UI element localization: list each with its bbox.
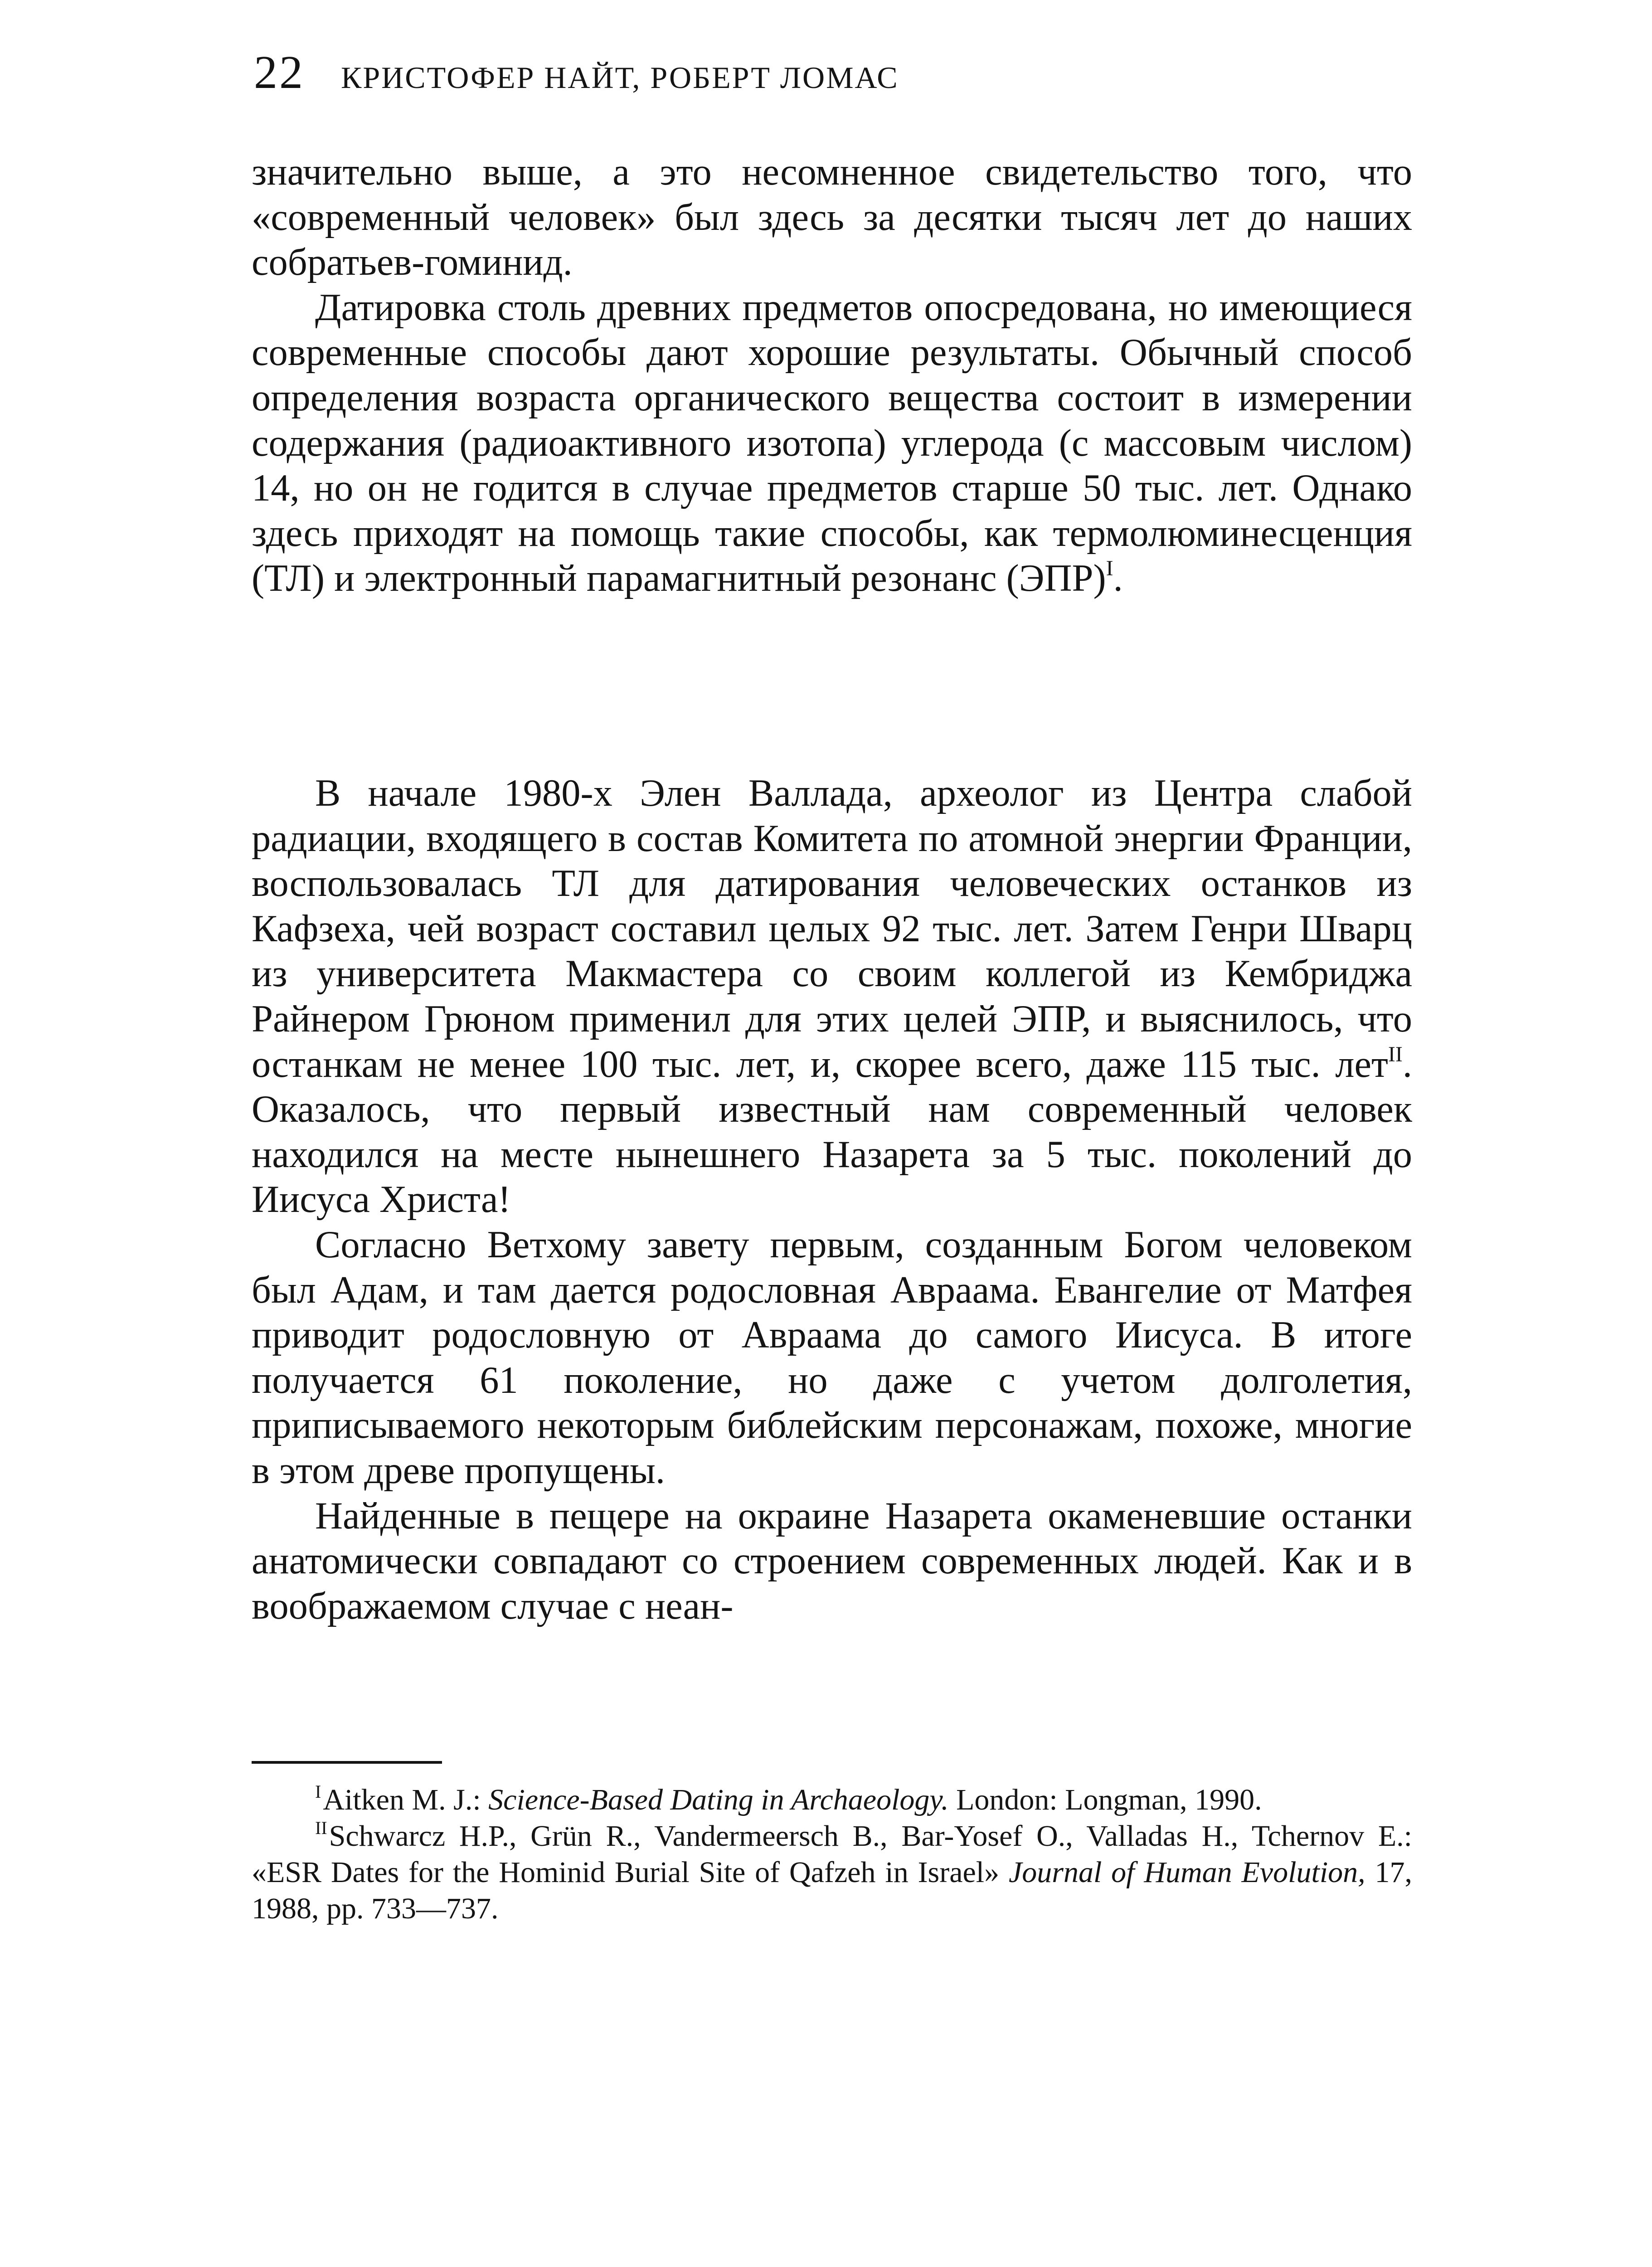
- text-block-bottom: [252, 771, 1412, 1629]
- paragraph-dating-end: .: [1113, 557, 1123, 600]
- footnote-1: [252, 1782, 1412, 1818]
- footnote-ref-2: II: [1388, 1042, 1403, 1066]
- footnote-2-authors: Schwarcz H.P., Grün R., Vandermeersch B., Bar-Yosef O., Valladas H., Tchernov E.: «ESR Dates for the Hominid Burial Site of Qafzeh in Israel»: [252, 1819, 1412, 1889]
- text-block-top: [252, 150, 1412, 601]
- footnote-2-details: 17, 1988, pp. 733—737.: [252, 1856, 1413, 1925]
- paragraph-dating-text: Датировка столь древних предметов опосредована, но имеющиеся современные способы дают хорошие результаты. Обычный способ определения возраста органического вещества состоит в измерении содержания (радиоактивного изотопа) углерода (с массовым числом) 14, но он не годится в случае предметов старше 50 тыс. лет. Однако здесь приходят на помощь такие способы, как термолюминесценция (ТЛ) и электронный парамагнитный резонанс (ЭПР): [252, 286, 1412, 600]
- paragraph-genealogy: Согласно Ветхому завету первым, созданным Богом человеком был Адам, и там дается родословная Авраама. Евангелие от Матфея приводит родословную от Авраама до самого Иисуса. В итоге получается 61 поколение, но даже с учетом долголетия, приписываемого некоторым библейским персонажам, похоже, многие в этом древе пропущены.: [252, 1223, 1412, 1492]
- footnote-1-title: Science-Based Dating in Archaeology.: [488, 1783, 949, 1816]
- footnote-2-journal: Journal of Human Evolution,: [1009, 1856, 1365, 1889]
- footnote-divider: [252, 1761, 442, 1764]
- running-head-authors: КРИСТОФЕР НАЙТ, РОБЕРТ ЛОМАС: [341, 60, 899, 95]
- paragraph-valladas-text: В начале 1980-х Элен Валлада, археолог из Центра слабой радиации, входящего в состав Комитета по атомной энергии Франции, воспользовалась ТЛ для датирования человеческих останков из Кафзеха, чей возраст составил целых 92 тыс. лет. Затем Генри Шварц из университета Макмастера со своим коллегой из Кембриджа Райнером Грюном применил для этих целей ЭПР, и выяснилось, что останкам не менее 100 тыс. лет, и, скорее всего, даже 115 тыс. лет: [252, 772, 1412, 1085]
- footnote-ref-1: I: [1106, 556, 1113, 581]
- paragraph-valladas: [252, 771, 1412, 1222]
- running-head: [254, 45, 1414, 100]
- footnote-1-author: Aitken M. J.:: [323, 1783, 489, 1816]
- paragraph-continuation: значительно выше, а это несомненное свидетельство того, что «современный человек» был здесь за десятки тысяч лет до наших собратьев-гоминид.: [252, 151, 1412, 284]
- footnotes: [252, 1782, 1412, 1927]
- footnote-2-mark: II: [315, 1818, 327, 1838]
- paragraph-dating: [252, 285, 1412, 601]
- page-number: 22: [254, 46, 305, 98]
- paragraph-remains: Найденные в пещере на окраине Назарета окаменевшие останки анатомически совпадают со строением современных людей. Как и в воображаемом случае с неан-: [252, 1494, 1412, 1627]
- footnote-1-publisher: London: Longman, 1990.: [948, 1783, 1262, 1816]
- footnote-1-mark: I: [315, 1781, 321, 1802]
- footnote-2: [252, 1818, 1412, 1927]
- paragraph-valladas-end: . Оказалось, что первый известный нам современный человек находился на месте нынешнего Назарета за 5 тыс. поколений до Иисуса Христа!: [252, 1043, 1412, 1221]
